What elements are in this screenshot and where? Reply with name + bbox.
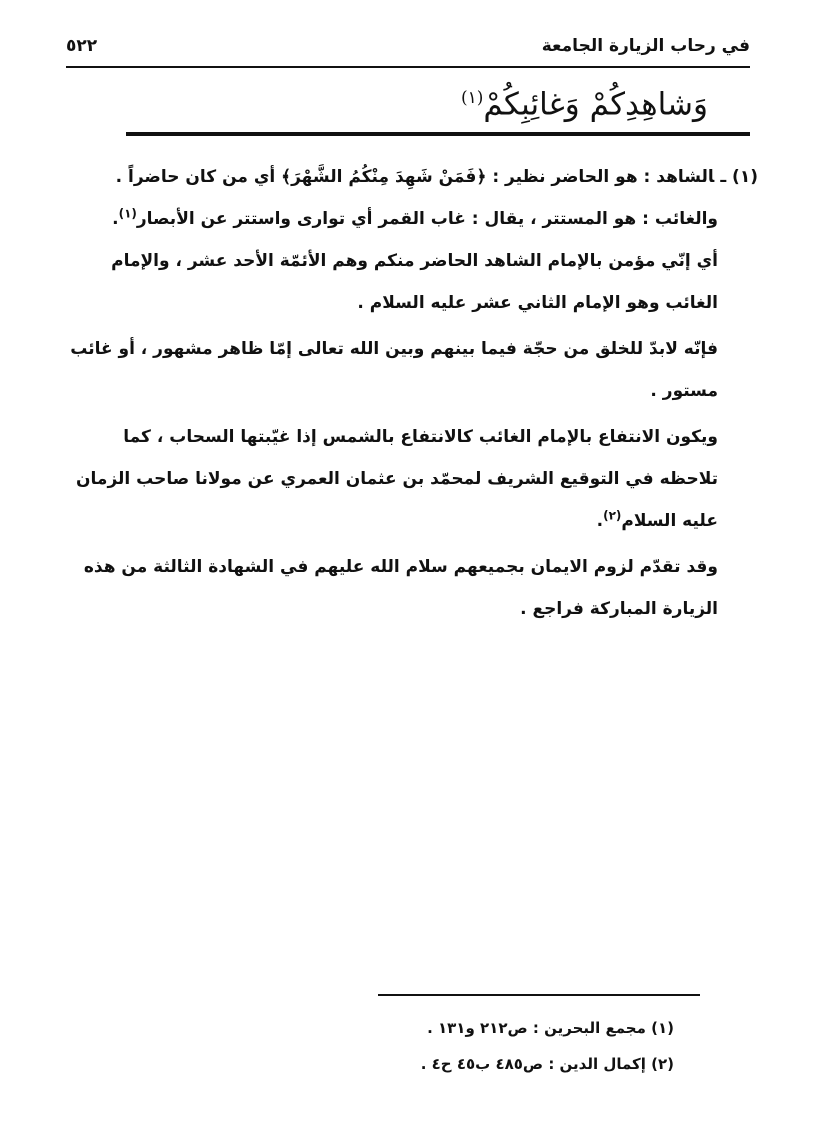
commentary-line: وقد تقدّم لزوم الايمان بجميعهم سلام الله عليهم في الشهادة الثالثة من هذه الزيارة المباركة فراجع .: [83, 557, 718, 619]
commentary-paragraph: [66, 546, 758, 630]
footnotes: [421, 1010, 674, 1082]
commentary-line: فإنّه لابدّ للخلق من حجّة فيما بينهم وبين الله تعالى إمّا ظاهر مشهور ، أو غائب مستور .: [70, 339, 718, 401]
commentary-paragraph: [66, 156, 758, 198]
running-title: في رحاب الزيارة الجامعة: [541, 36, 750, 56]
period: .: [112, 209, 119, 229]
running-header: [66, 30, 750, 62]
commentary-line: ويكون الانتفاع بالإمام الغائب كالانتفاع بالشمس إذا غيّبتها السحاب ، كما تلاحظه في التوقيع الشريف لمحمّد بن عثمان العمري عن مولانا صاحب الزمان عليه السلام: [76, 427, 718, 531]
page-number: ٥٢٢: [66, 36, 98, 56]
footnote: (٢) إكمال الدين : ص٤٨٥ ب٤٥ ح٤ .: [420, 1055, 674, 1073]
commentary: [66, 156, 758, 630]
footnote-divider: [378, 994, 700, 996]
footnote: (١) مجمع البحرين : ص٢١٢ و١٣١ .: [427, 1019, 674, 1037]
commentary-paragraph: [66, 416, 758, 542]
footnote-ref: (٢): [603, 508, 622, 523]
verse-note-ref: (١): [460, 88, 484, 108]
commentary-line: الشاهد : هو الحاضر نظير : ﴿فَمَنْ شَهِدَ مِنْكُمُ الشَّهْرَ﴾ أي من كان حاضراً .: [115, 167, 715, 187]
header-divider: [66, 66, 750, 68]
commentary-line: والغائب : هو المستتر ، يقال : غاب القمر أي توارى واستتر عن الأبصار: [136, 209, 718, 229]
commentary-paragraph: [66, 328, 758, 412]
footnote-ref: (١): [118, 206, 137, 221]
commentary-paragraph: [66, 240, 758, 324]
verse-divider: [126, 132, 750, 136]
commentary-line: أي إنّي مؤمن بالإمام الشاهد الحاضر منكم وهم الأئمّة الأحد عشر ، والإمام الغائب وهو الإمام الثاني عشر عليه السلام .: [111, 251, 718, 313]
commentary-paragraph: [66, 198, 758, 240]
verse-phrase: [461, 76, 708, 126]
period: .: [596, 511, 604, 531]
note-number: (١) ـ: [720, 167, 758, 187]
verse-text: وَشاهِدِكُمْ وَغائِبِكُمْ: [483, 86, 708, 123]
